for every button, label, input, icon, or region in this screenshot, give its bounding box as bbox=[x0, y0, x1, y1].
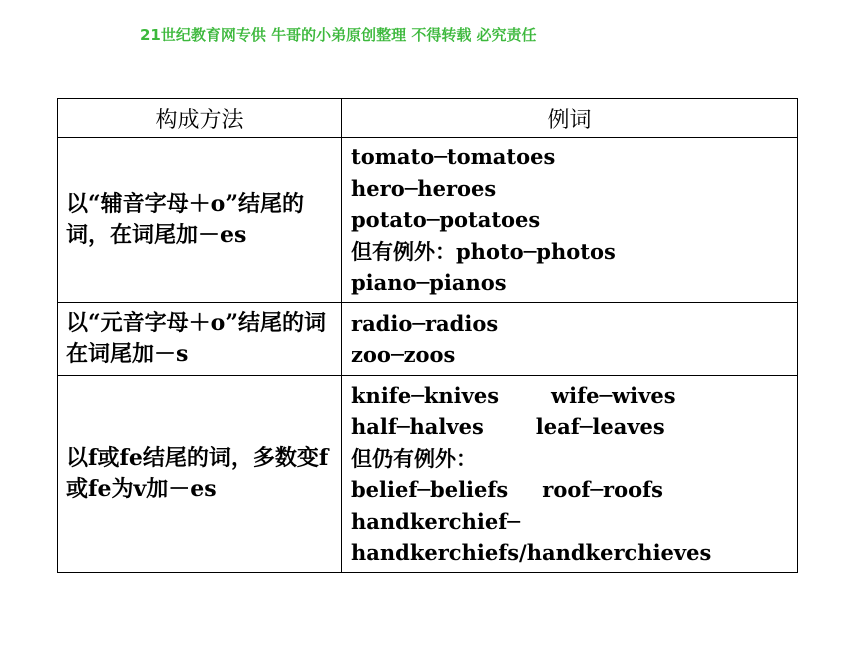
example-line: zoo─zoos bbox=[351, 342, 456, 367]
table-row bbox=[58, 303, 798, 376]
example-word: belief─beliefs bbox=[351, 477, 509, 502]
example-line: handkerchief─ bbox=[351, 508, 520, 534]
rule-method-f-fe: 以f或fe结尾的词，多数变f或fe为v加－es bbox=[58, 376, 342, 573]
rule-method-vowel-o: 以“元音字母＋o”结尾的词在词尾加－s bbox=[58, 303, 342, 376]
example-line: 但有例外：photo─photos bbox=[351, 238, 616, 264]
example-word: half─halves bbox=[351, 414, 484, 439]
table-header-row bbox=[58, 99, 798, 138]
rule-examples-consonant-o bbox=[342, 138, 798, 303]
plural-rules-table bbox=[57, 98, 798, 573]
example-word: leaf─leaves bbox=[535, 414, 665, 439]
table-row bbox=[58, 138, 798, 303]
header-examples: 例词 bbox=[342, 99, 798, 138]
example-word: roof─roofs bbox=[542, 477, 663, 502]
example-line bbox=[351, 411, 791, 443]
rule-examples-vowel-o bbox=[342, 303, 798, 376]
example-line: hero─heroes bbox=[351, 175, 497, 201]
table-row bbox=[58, 376, 798, 573]
example-word: wife─wives bbox=[551, 382, 676, 408]
example-line: 但仍有例外： bbox=[351, 445, 477, 471]
example-line: handkerchiefs/handkerchieves bbox=[351, 540, 712, 565]
rule-method-consonant-o: 以“辅音字母＋o”结尾的词，在词尾加－es bbox=[58, 138, 342, 303]
example-line: tomato─tomatoes bbox=[351, 144, 556, 170]
example-line: piano─pianos bbox=[351, 270, 507, 296]
example-line: radio─radios bbox=[351, 310, 499, 336]
rule-examples-f-fe bbox=[342, 376, 798, 573]
watermark-banner: 21世纪教育网专供 牛哥的小弟原创整理 不得转载 必究责任 bbox=[140, 26, 537, 44]
example-line bbox=[351, 380, 791, 412]
header-method: 构成方法 bbox=[58, 99, 342, 138]
example-line: potato─potatoes bbox=[351, 207, 541, 233]
example-word: knife─knives bbox=[351, 382, 500, 408]
example-line bbox=[351, 474, 791, 506]
